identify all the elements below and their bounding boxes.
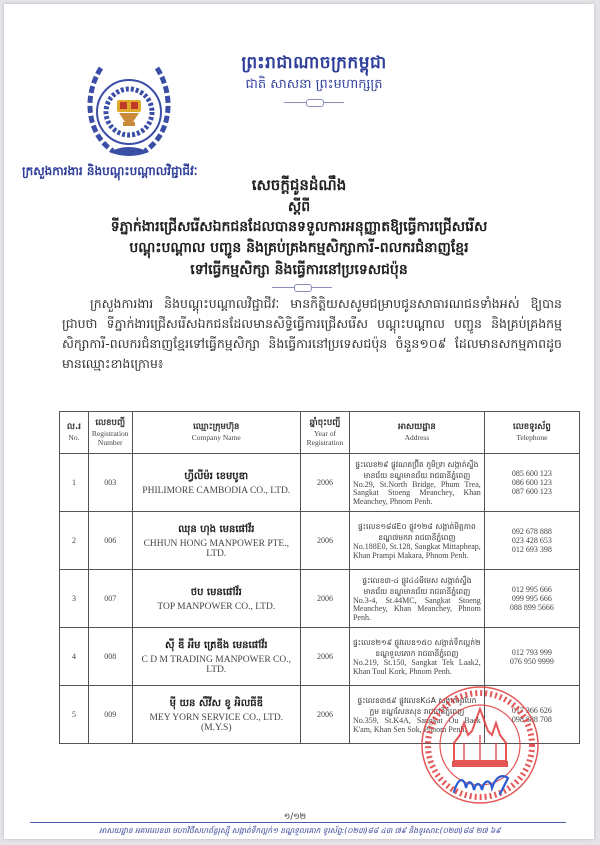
header-address: អាសយដ្ឋាន Address [349, 412, 484, 454]
cell-address: ផ្ទះលេខ៣-៤ ផ្លូវ៤៤មីមេស សង្កាត់ស្ទឹងមានជ័យ ខណ្ឌមានជ័យ រាជធានីភ្នំពេញ No.3-4, St.44MC, Sangkat Stoeng Meanchey, Khan Meanchey, Phnom Penh. [349, 570, 484, 628]
page-number: ១/១២ [283, 812, 307, 822]
cell-company: ឈុន ហុង មេនផៅវ័រ CHHUN HONG MANPOWER PTE., LTD. [132, 512, 300, 570]
notice-about: ស្តីពី [287, 199, 311, 215]
cell-company: ថប មេនផៅវ័រ TOP MANPOWER CO., LTD. [132, 570, 300, 628]
table-row [60, 628, 580, 686]
cell-telephone: 085 600 123 086 600 123 087 600 123 [484, 454, 579, 512]
cell-reg: 007 [88, 570, 132, 628]
cell-telephone: 092 678 888 023 428 653 012 693 398 [484, 512, 579, 570]
cell-reg: 003 [88, 454, 132, 512]
cell-company: ស៊ី ឌី អឹម ត្រេឌីង មេនផៅវ័រ C D M TRADING MANPOWER CO., LTD. [132, 628, 300, 686]
cell-company: ម៉ី យន សឺវីស ខូ អិលធីឌី MEY YORN SERVICE CO., LTD. (M.Y.S) [132, 686, 300, 744]
cell-address: ផ្ទះលេខ២៩ ផ្លូវណតប្រ៊ីត ភូមិទ្រា សង្កាត់ស្ទឹងមានជ័យ ខណ្ឌមានជ័យ រាជធានីភ្នំពេញ No.29, St.North Bridge, Phum Trea, Sangkat Stoeng Meanchey, Khan Meanchey, Phnom Penh. [349, 454, 484, 512]
table-header-row [60, 412, 580, 454]
cell-no: 3 [60, 570, 89, 628]
cell-company: ហ្វីលីម៉រ ខេមបូឌា PHILIMORE CAMBODIA CO., LTD. [132, 454, 300, 512]
ornament-divider-top [284, 102, 344, 111]
ministry-name: ក្រសួងការងារ និងបណ្តុះបណ្តាលវិជ្ជាជីវៈ [22, 164, 198, 178]
header-telephone: លេខទូរស័ព្ទ Telephone [484, 412, 579, 454]
footer-divider [30, 822, 566, 823]
notice-subject-line3: ទៅធ្វើកម្មសិក្សា និងធ្វើការនៅប្រទេសជប៉ុន [190, 262, 408, 278]
cell-year: 2006 [301, 686, 350, 744]
table-row [60, 454, 580, 512]
kingdom-title: ព្រះរាជាណាចក្រកម្ពុជា [241, 53, 387, 73]
notice-subject-line2: បណ្តុះបណ្តាល បញ្ជូន និងគ្រប់គ្រងកម្មសិក្សាការី-ពលករជំនាញខ្មែរ [129, 240, 469, 256]
ministry-logo-icon [79, 56, 179, 166]
cell-telephone: 012 995 666 099 995 666 088 899 5666 [484, 570, 579, 628]
cell-telephone: 017 366 626 098 888 708 [484, 686, 579, 744]
cell-year: 2006 [301, 628, 350, 686]
signature-icon [450, 770, 520, 798]
cell-address: ផ្ទះលេខ២១៩ ផ្លូវលេខ១៥០ សង្កាត់ទឹកល្អក់២ ខណ្ឌទួលគោក រាជធានីភ្នំពេញ No.219, St.150, Sangkat Tek Laak2, Khan Toul Kork, Phnom Penh. [349, 628, 484, 686]
cell-no: 4 [60, 628, 89, 686]
cell-year: 2006 [301, 454, 350, 512]
table-row [60, 570, 580, 628]
cell-address: ផ្ទះលេខ១៨៨E០ ផ្លូវ១២៨ សង្កាត់មិត្តភាព ខណ្ឌ៧មករា រាជធានីភ្នំពេញ No.188E0, St.128, Sangkat Mittapheap, Khan Prampi Makara, Phnom Penh. [349, 512, 484, 570]
header-registration-number: លេខបញ្ជី Registration Number [88, 412, 132, 454]
cell-no: 2 [60, 512, 89, 570]
cell-address: ផ្ទះលេខ៣៥៩ ផ្លូវលេខK៤A សង្កាត់អូរបែកក្អម ខណ្ឌសែនសុខ រាជធានីភ្នំពេញ No.359, St.K4A, Sangkat Ou Baek K'am, Khan Sen Sok, Phnom Penh. [349, 686, 484, 744]
notice-subject-line1: ទីភ្នាក់ងារជ្រើសរើសឯកជនដែលបានទទួលការអនុញ្ញាតឱ្យធ្វើការជ្រើសរើស [110, 219, 488, 235]
national-motto: ជាតិ សាសនា ព្រះមហាក្សត្រ [245, 77, 383, 92]
header-company-name: ឈ្មោះក្រុមហ៊ុន Company Name [132, 412, 300, 454]
header-year: ឆ្នាំចុះបញ្ជី Year of Registration [301, 412, 350, 454]
cell-year: 2006 [301, 512, 350, 570]
cell-telephone: 012 793 999 076 950 9999 [484, 628, 579, 686]
notice-body-paragraph: ក្រសួងការងារ និងបណ្តុះបណ្តាលវិជ្ជាជីវៈ មានកិត្តិយសសូមជម្រាបជូនសាធារណជនទាំងអស់ ឱ្យបានជ្រាបថា ទីភ្នាក់ងារជ្រើសរើសឯកជនដែលមានសិទ្ធិធ្វើការជ្រើសរើស បណ្តុះបណ្តាល បញ្ជូន និងគ្រប់គ្រងកម្មសិក្សាការី-ពលករជំនាញខ្មែរទៅធ្វើកម្មសិក្សា និងធ្វើការនៅប្រទេសជប៉ុន ចំនួន១០៩ ដែលមានសកម្មភាពដូចមានឈ្មោះខាងក្រោម៖ [62, 296, 562, 371]
cell-year: 2006 [301, 570, 350, 628]
table-row [60, 512, 580, 570]
cell-reg: 009 [88, 686, 132, 744]
cell-reg: 008 [88, 628, 132, 686]
cell-reg: 006 [88, 512, 132, 570]
footer-address: អាសយដ្ឋាន អគារលេខ៣ មហាវិថីសហព័ន្ធរុស្ស៊ី សង្កាត់ទឹកល្អក់១ ខណ្ឌទួលគោក ទូរស័ព្ទ:(០២៣)៨៨ ៤៣ ៧៩ និងទូរសារ:(០២៣)៨៨ ២៧ ៦៩ [99, 826, 501, 835]
notice-title: សេចក្តីជូនដំណឹង [251, 176, 347, 194]
cell-no: 5 [60, 686, 89, 744]
header-no: ល.រ No. [60, 412, 89, 454]
cell-no: 1 [60, 454, 89, 512]
